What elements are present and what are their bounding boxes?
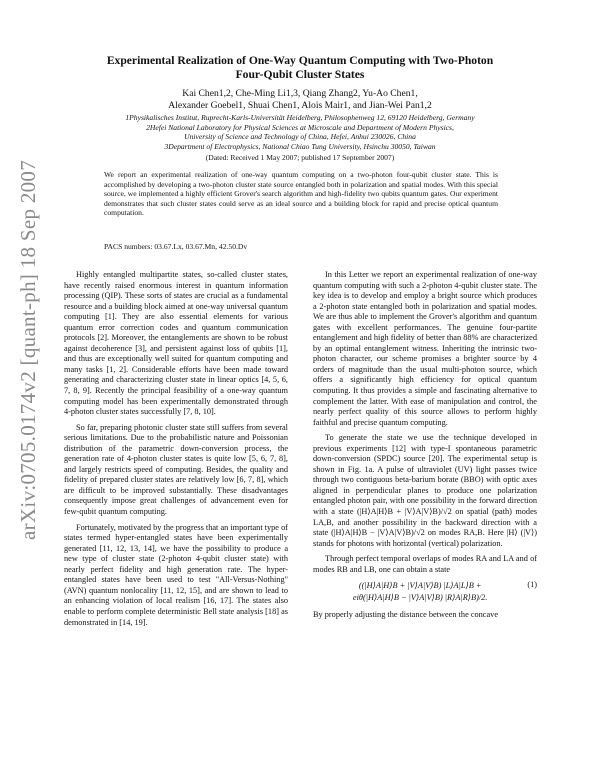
paragraph: In this Letter we report an experimental realization of one-way quantum computing with such a 2-photon 4-qubit cluster state. The key idea is to develop and employ a bright source which produces a 2-photon state entangled both in polarization and spatial modes. We are thus able to implement the Grover's algorithm and quantum gates with excellent performances. The genuine four-partite entanglement and high fidelity of better than 88% are characterized by an optimal entanglement witness. Inheriting the intrinsic two-photon character, our scheme promises a brighter source by 4 orders of magnitude than the usual multi-photon source, which offers a significantly high efficiency for optical quantum computing. It thus provides a simple and fascinating alternative to complement the latter. With ease of manipulation and control, the nearly perfect quality of this source allows to perform highly faithful and precise quantum computing. [313,270,537,427]
equation-line-2: eiθ(|H⟩A|H⟩B − |V⟩A|V⟩B) |R⟩A|R⟩B)/2. [352,593,488,603]
paragraph: By properly adjusting the distance between the concave [313,610,499,620]
equation-body [313,580,527,604]
affiliation-3: 3Department of Electrophysics, National Chiao Tung University, Hsinchu 30050, Taiwan [164,141,436,151]
paper-title [60,54,540,82]
equation-1 [313,580,537,604]
right-column [313,270,537,626]
affiliation-2-cont: University of Science and Technology of China, Hefei, Anhui 230026, China [184,132,416,142]
affiliations [60,113,540,151]
title-line-1: Experimental Realization of One-Way Quantum Computing with Two-Photon [106,54,494,67]
dates-line: (Dated: Received 1 May 2007; published 17 September 2007) [205,153,395,162]
abstract: We report an experimental realization of one-way quantum computing on a two-photon four-qubit cluster state. This is accomplished by developing a two-photon cluster state source entangled both in polarization and spatial modes. With this special source, we implemented a highly efficient Grover's search algorithm and high-fidelity two qubits quantum gates. Our experiment demonstrates that such cluster states could serve as an ideal source and a building block for rapid and precise optical quantum computation. [104,170,498,218]
authors-line-2: Alexander Goebel1, Shuai Chen1, Alois Mair1, and Jian-Wei Pan1,2 [168,100,432,111]
arxiv-identifier-stamp: arXiv:0705.0174v2 [quant-ph] 18 Sep 2007 [16,159,40,540]
paragraph: To generate the state we use the technique developed in previous experiments [12] with type-I spontaneous parametric down-conversion (SPDC) source [20]. The experimental setup is shown in Fig. 1a. A pulse of ultraviolet (UV) light passes twice through two contiguous beta-barium borate (BBO) with optic axes aligned in perpendicular planes to produce one polarization entangled photon pair, with one possibility in the forward direction with a state (|H⟩A|H⟩B + |V⟩A|V⟩B)/√2 on spatial (path) modes LA,B, and another possibility in the backward direction with a state (|H⟩A|H⟩B − |V⟩A|V⟩B)/√2 on modes RA,B. Here |H⟩ (|V⟩) stands for photons with horizontal (vertical) polarization. [313,433,537,548]
authors-line-1: Kai Chen1,2, Che-Ming Li1,3, Qiang Zhang2, Yu-Ao Chen1, [182,88,418,99]
paragraph: Highly entangled multipartite states, so-called cluster states, have recently raised enormous interest in quantum information processing (QIP). These sorts of states are crucial as a fundamental resource and a building block aimed at one-way universal quantum computing [1]. They are also essential elements for various quantum error correction codes and quantum communication protocols [2]. Moreover, the entanglements are shown to be robust against decoherence [3], and persistent against loss of qubits [1], and thus are exceptionally well suited for quantum computing and many tasks [1, 2]. Considerable efforts have been made toward generating and characterizing cluster state in linear optics [4, 5, 6, 7, 8, 9]. Recently the principal feasibility of a one-way quantum computing model has been experimentally demonstrated through 4-photon cluster states successfully [7, 8, 10]. [64,270,288,417]
equation-line-1: ((|H⟩A|H⟩B + |V⟩A|V⟩B) |L⟩A|L⟩B + [358,581,482,591]
paragraph: Through perfect temporal overlaps of modes RA and LA and of modes RB and LB, one can obtain a state [313,554,537,574]
left-column [64,270,288,633]
author-list [60,88,540,112]
equation-number: (1) [527,580,537,590]
title-line-2: Four-Qubit Cluster States [235,68,365,81]
pacs-numbers: PACS numbers: 03.67.Lx, 03.67.Mn, 42.50.Dv [104,242,248,251]
paragraph: Fortunately, motivated by the progress that an important type of states termed hyper-entangled states have been experimentally generated [11, 12, 13, 14], we have the possibility to produce a new type of cluster state (2-photon 4-qubit cluster state) with nearly perfect fidelity and high generation rate. The hyper-entangled states have been used to test "All-Versus-Nothing" (AVN) quantum nonlocality [11, 12, 15], and are shown to lead to an enhancing violation of local realism [16, 17]. The states also enable to perform complete deterministic Bell state analysis [18] as demonstrated in [14, 19]. [64,522,288,627]
paragraph: So far, preparing photonic cluster state still suffers from several serious limitations. Due to the probabilistic nature and Poissonian distribution of the parametric down-conversion process, the generation rate of 4-photon cluster states is quite low [5, 6, 7, 8], and largely restricts speed of computing. Besides, the quality and fidelity of prepared cluster states are relatively low [6, 7, 8], which are difficult to be improved substantially. These disadvantages consequently impose great challenges of advancement even for few-qubit quantum computing. [64,422,288,517]
affiliation-2: 2Hefei National Laboratory for Physical Sciences at Microscale and Department of Modern Physics, [146,122,454,132]
affiliation-1: 1Physikalisches Institut, Ruprecht-Karls-Universität Heidelberg, Philosophenweg 12, 69120 Heidelberg, Germany [125,113,475,122]
